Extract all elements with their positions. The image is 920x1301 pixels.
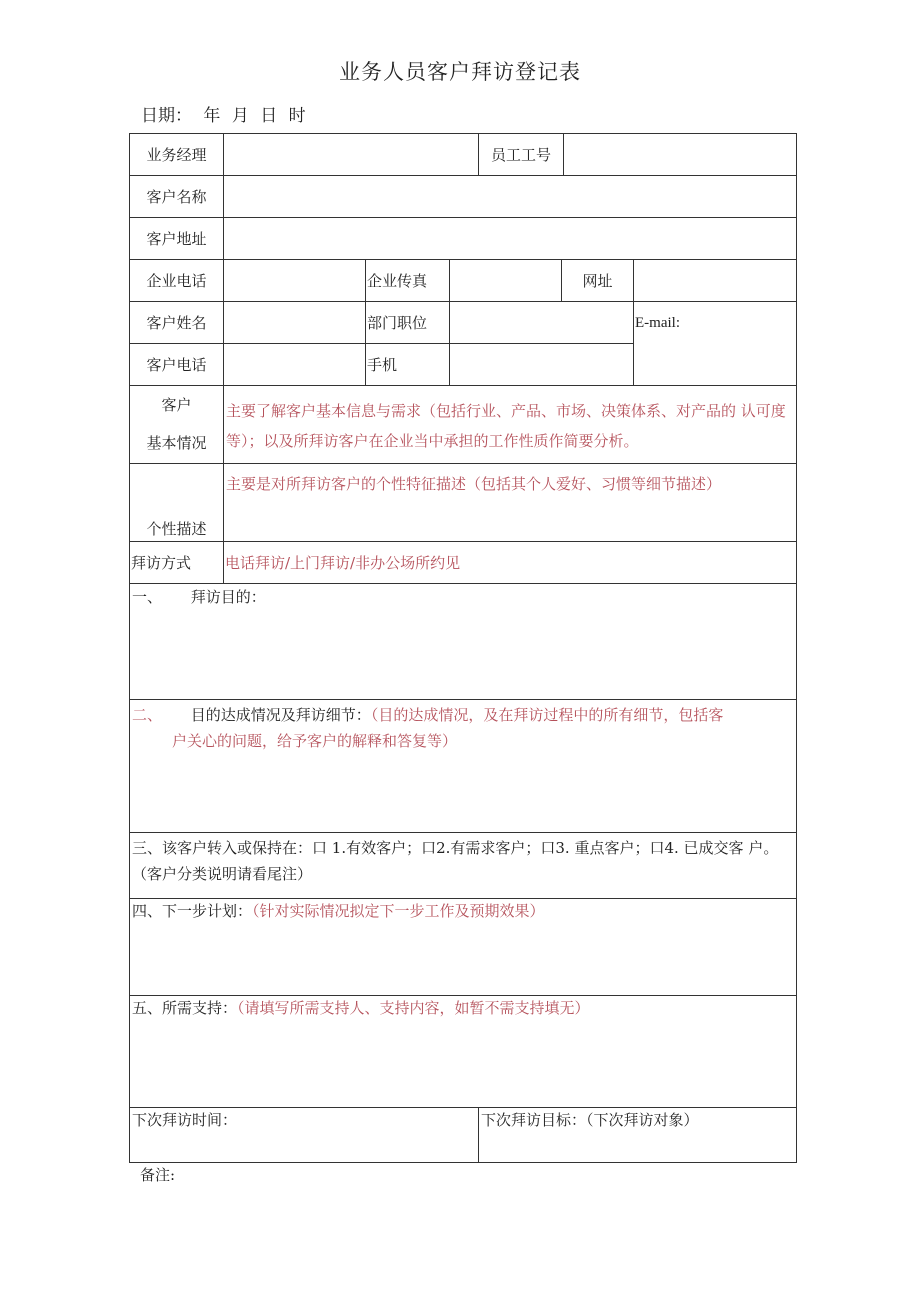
form-title: 业务人员客户拜访登记表 (339, 60, 581, 84)
contact-phone-field[interactable] (223, 343, 366, 386)
personality-label: 个性描述 (129, 463, 224, 542)
section-required-support[interactable] (129, 995, 797, 1108)
next-visit-time-field[interactable]: 下次拜访时间： (129, 1107, 479, 1163)
manager-field[interactable] (223, 133, 479, 176)
contact-name-label: 客户姓名 (129, 301, 224, 344)
contact-name-field[interactable] (223, 301, 366, 344)
basic-info-label (129, 385, 224, 464)
manager-label: 业务经理 (129, 133, 224, 176)
section-visit-purpose[interactable] (129, 583, 797, 700)
section-customer-status[interactable] (129, 832, 797, 899)
section-5-title: 五、所需支持： (132, 999, 238, 1017)
basic-info-label-line2: 基本情况 (146, 434, 207, 452)
section-2-hint-2: 户关心的问题，给予客户的解释和答复等） (172, 732, 458, 750)
remarks-label: 备注: (140, 1166, 176, 1184)
website-label: 网址 (561, 259, 634, 302)
company-fax-field[interactable] (449, 259, 562, 302)
email-label: E-mail: (635, 315, 680, 331)
visit-method-label: 拜访方式 (129, 541, 224, 584)
date-line (141, 101, 312, 126)
customer-address-field[interactable] (223, 217, 797, 260)
company-fax-label: 企业传真 (365, 259, 450, 302)
personality-field[interactable]: 主要是对所拜访客户的个性特征描述（包括其个人爱好、习惯等细节描述） (223, 463, 797, 542)
section-1-title: 拜访目的： (190, 588, 266, 606)
employee-id-field[interactable] (563, 133, 797, 176)
section-4-title: 四、下一步计划： (132, 902, 253, 920)
visit-form (129, 133, 797, 1163)
mobile-field[interactable] (449, 343, 634, 386)
department-position-label: 部门职位 (365, 301, 450, 344)
customer-name-field[interactable] (223, 175, 797, 218)
customer-name-label: 客户名称 (129, 175, 224, 218)
next-visit-goal-field[interactable]: 下次拜访目标：（下次拜访对象） (478, 1107, 797, 1163)
date-year[interactable]: 年 (203, 106, 221, 126)
employee-id-label: 员工工号 (478, 133, 564, 176)
date-day[interactable]: 日 (260, 106, 278, 126)
date-hour[interactable]: 时 (288, 106, 306, 126)
section-2-title: 目的达成情况及拜访细节： (190, 706, 371, 724)
section-4-hint: （针对实际情况拟定下一步工作及预期效果） (252, 902, 545, 920)
basic-info-label-line1: 客户 (161, 396, 192, 414)
visit-method-field[interactable]: 电话拜访/上门拜访/非办公场所约见 (223, 541, 797, 584)
customer-address-label: 客户地址 (129, 217, 224, 260)
mobile-label: 手机 (365, 343, 450, 386)
section-result-details[interactable] (129, 699, 797, 833)
section-2-number: 二、 (132, 706, 163, 724)
company-phone-label: 企业电话 (129, 259, 224, 302)
section-next-plan[interactable] (129, 898, 797, 996)
section-1-number: 一、 (132, 588, 163, 606)
basic-info-field[interactable]: 主要了解客户基本信息与需求（包括行业、产品、市场、决策体系、对产品的 认可度等）；以及所拜访客户在企业当中承担的工作性质作简要分析。 (223, 385, 797, 464)
section-3-line2: （客户分类说明请看尾注） (132, 865, 313, 883)
section-2-line1 (132, 702, 794, 728)
company-phone-field[interactable] (223, 259, 366, 302)
section-2-hint-1: （目的达成情况，及在拜访过程中的所有细节，包括客 (370, 706, 724, 724)
date-month[interactable]: 月 (231, 106, 249, 126)
date-label: 日期： (141, 106, 192, 126)
department-position-field[interactable] (449, 301, 634, 344)
contact-phone-label: 客户电话 (129, 343, 224, 386)
section-3-line1: 三、该客户转入或保持在：口 1.有效客户；口2.有需求客户；口3. 重点客户；口4. 已成交客 户。 (132, 839, 779, 857)
email-cell[interactable] (633, 301, 797, 386)
section-5-hint: （请填写所需支持人、支持内容，如暂不需支持填无） (237, 999, 590, 1017)
website-field[interactable] (633, 259, 797, 302)
